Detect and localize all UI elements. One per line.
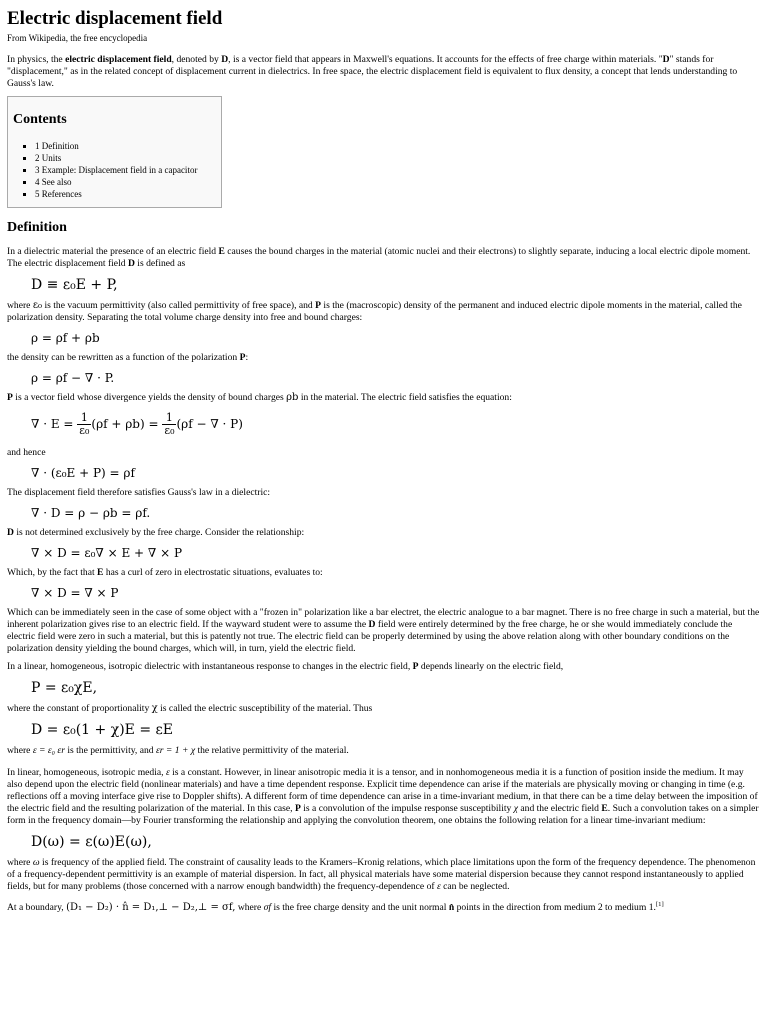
- text: Which can be immediately seen in the case of some object with a "frozen in" polarization like a bar electret, the electric analogue to a bar magnet. There is no free charge in such a material, but the inherent polarization gives rise to an electric field. If the wayward student were to assume the: [7, 607, 760, 630]
- eq-part: ∇ · E =: [31, 417, 74, 431]
- text: the density can be rewritten as a function of the polarization: [7, 352, 240, 363]
- numerator: 1: [77, 412, 91, 425]
- eq-part: (ρf − ∇ · P): [176, 417, 243, 431]
- text: has a curl of zero in electrostatic situations, evaluates to:: [103, 567, 323, 578]
- symbol: P: [7, 392, 13, 403]
- text: is a vector field whose divergence yields the density of bound charges: [12, 392, 287, 403]
- text: " stands for "displacement," as in the related concept of displacement current in dielectrics. In free space, the electric displacement field is equivalent to flux density, a concept that lends understanding to Gauss's law.: [7, 54, 738, 89]
- toc-title: Contents: [13, 112, 67, 127]
- text: :: [245, 352, 249, 363]
- text: points in the direction from medium 2 to medium 1.: [454, 902, 656, 914]
- symbol: P: [412, 661, 419, 672]
- text: depends linearly on the electric field,: [418, 661, 564, 672]
- page-title: Electric displacement field: [7, 8, 223, 29]
- symbol: χ: [513, 803, 518, 814]
- toc-link-see-also[interactable]: 4 See also: [35, 177, 72, 187]
- text: At a boundary,: [7, 902, 67, 914]
- eq-part: (ρf + ρb) =: [91, 417, 159, 431]
- paragraph: [7, 246, 761, 270]
- text: , is a vector field that appears in Maxwell's equations. It accounts for the effects of free charge within materials. ": [228, 54, 663, 65]
- symbol: ε₀: [32, 300, 43, 311]
- equation: D(ω) = ε(ω)E(ω),: [31, 834, 152, 850]
- toc-link-definition[interactable]: 1 Definition: [35, 141, 79, 151]
- fraction: [77, 412, 91, 437]
- toc-item[interactable]: [35, 140, 213, 152]
- paragraph: [7, 767, 761, 827]
- text: is defined as: [134, 258, 186, 269]
- text: . Such a convolution takes on a simpler form in the frequency domain—by Fourier transforming the relationship and applying the convolution theorem, one obtains the following relation for a linear time-invariant medium:: [7, 803, 759, 826]
- paragraph: [7, 661, 761, 673]
- symbol: D: [127, 258, 135, 269]
- symbol: ε: [165, 767, 170, 778]
- symbol: χ: [151, 703, 158, 714]
- paragraph: [7, 607, 761, 655]
- text: , denoted by: [171, 54, 222, 65]
- denominator: ε₀: [79, 424, 90, 437]
- text: where: [235, 902, 264, 914]
- text: is frequency of the applied field. The constraint of causality leads to the Kramers–Kronig relations, which place limitations upon the form of the frequency dependence. The phenomenon of a frequency-dependent permittivity is an example of material dispersion. In fact, all physical materials have some material dispersion because they cannot respond instantaneously to applied fields, but for many problems (those concerned with a narrow enough bandwidth) the frequency-dependence of: [7, 857, 756, 892]
- symbol: P: [239, 352, 246, 363]
- reference-link[interactable]: [656, 901, 664, 908]
- equation: D ≡ ε₀E + P,: [31, 277, 118, 293]
- text: In linear, homogeneous, isotropic media,: [7, 767, 166, 778]
- symbol: εr = 1 + χ: [155, 745, 196, 756]
- equation: ρ = ρf + ρb: [31, 331, 100, 345]
- symbol-d: D: [662, 54, 670, 65]
- equation: ρ = ρf − ∇ · P.: [31, 371, 115, 385]
- text: and the electric field: [517, 803, 602, 814]
- toc-item[interactable]: [35, 152, 213, 164]
- symbol: σf: [263, 902, 272, 914]
- text: In a dielectric material the presence of an electric field: [7, 246, 219, 257]
- equation: ∇ · D = ρ − ρb = ρf.: [31, 506, 151, 520]
- text: where: [7, 300, 33, 311]
- equation: ∇ × D = ε₀∇ × E + ∇ × P: [31, 546, 183, 560]
- text: is a convolution of the impulse response susceptibility: [300, 803, 514, 814]
- term-bold: electric displacement field: [65, 54, 172, 65]
- text: field were entirely determined by the free charge, he or she would immediately conclude the electric field were zero in such a material, but this is patently not true. The electric field can be properly determined by using the above relation along with other boundary conditions on the polarization density yielding the bound charges, which will, in turn, yield the electric field.: [7, 619, 733, 654]
- toc-item[interactable]: [35, 176, 213, 188]
- text: in the material. The electric field satisfies the equation:: [298, 392, 512, 403]
- symbol: D: [368, 619, 376, 630]
- text: the relative permittivity of the material.: [195, 745, 349, 756]
- paragraph: [7, 392, 761, 404]
- symbol: n̂: [448, 902, 455, 914]
- text: Which, by the fact that: [7, 567, 98, 578]
- intro-paragraph: [7, 54, 761, 90]
- paragraph: The displacement field therefore satisfies Gauss's law in a dielectric:: [7, 487, 271, 498]
- text: is the (macroscopic) density of the permanent and induced electric dipole moments in the material, called the polarization density. Separating the total volume charge density into free and bound charges:: [7, 300, 742, 323]
- toc-item[interactable]: [35, 164, 213, 176]
- symbol: P: [315, 300, 321, 311]
- symbol: D: [7, 527, 14, 538]
- fraction: [162, 412, 176, 437]
- equation: D = ε₀(1 + χ)E = εE: [31, 722, 173, 738]
- toc-link-references[interactable]: 5 References: [35, 189, 82, 199]
- text: where: [7, 857, 33, 868]
- text: causes the bound charges in the material (atomic nuclei and their electrons) to slightly separate, inducing a local electric dipole moment. The electric displacement field: [7, 246, 751, 269]
- paragraph: [7, 527, 761, 539]
- text: can be neglected.: [440, 881, 510, 892]
- text: is the permittivity, and: [64, 745, 156, 756]
- text: In a linear, homogeneous, isotropic dielectric with instantaneous response to changes in the electric field,: [7, 661, 413, 672]
- toc-link-example[interactable]: 3 Example: Displacement field in a capacitor: [35, 165, 198, 175]
- paragraph: [7, 857, 761, 893]
- paragraph: [7, 352, 761, 364]
- text: is the free charge density and the unit normal: [271, 902, 449, 914]
- text: where the constant of proportionality: [7, 703, 152, 714]
- toc-item[interactable]: [35, 188, 213, 200]
- symbol-d: D: [221, 54, 229, 65]
- inline-equation: (D₁ − D₂) · n̂ = D₁,⊥ − D₂,⊥ = σf,: [66, 902, 236, 914]
- text: is not determined exclusively by the free charge. Consider the relationship:: [13, 527, 305, 538]
- text: is called the electric susceptibility of the material. Thus: [157, 703, 373, 714]
- symbol: E: [97, 567, 104, 578]
- symbol: ε: [436, 881, 441, 892]
- paragraph: and hence: [7, 447, 46, 458]
- reference-link-text[interactable]: [1]: [655, 901, 664, 908]
- paragraph: [7, 567, 761, 579]
- text: In physics, the: [7, 54, 66, 65]
- section-heading-definition: Definition: [7, 220, 67, 235]
- table-of-contents: [7, 96, 222, 208]
- symbol: E: [601, 803, 608, 814]
- toc-link-units[interactable]: 2 Units: [35, 153, 62, 163]
- symbol: ε = ε₀ εr: [32, 745, 65, 756]
- site-subtitle: From Wikipedia, the free encyclopedia: [7, 33, 148, 43]
- paragraph: [7, 745, 761, 757]
- paragraph: [7, 703, 761, 715]
- symbol: ω: [32, 857, 40, 868]
- text: where: [7, 745, 33, 756]
- equation: [31, 412, 761, 437]
- paragraph: [7, 899, 761, 914]
- equation: P = ε₀χE,: [31, 680, 98, 696]
- equation: ∇ · (ε₀E + P) = ρf: [31, 466, 135, 480]
- text: is the vacuum permittivity (also called permittivity of free space), and: [42, 300, 316, 311]
- paragraph: [7, 300, 761, 324]
- toc-list: [13, 140, 213, 200]
- equation: ∇ × D = ∇ × P: [31, 586, 119, 600]
- text: is a constant. However, in linear anisotropic media it is a tensor, and in nonhomogeneous media it is a function of position inside the medium. It may also depend upon the electric field (nonlinear materials) and have a time dependent response. Explicit time dependence can arise if the materials are physically moving or changing in time (e.g. reflections off a moving interface give rise to Doppler shifts). A different form of time dependence can arise in a time-invariant medium, in that there can be a time delay between the imposition of the electric field and the resulting polarization of the material. In this case,: [7, 767, 758, 814]
- numerator: 1: [162, 412, 176, 425]
- symbol: ρb: [286, 392, 299, 403]
- denominator: ε₀: [164, 424, 175, 437]
- symbol: P: [294, 803, 301, 814]
- symbol: E: [218, 246, 225, 257]
